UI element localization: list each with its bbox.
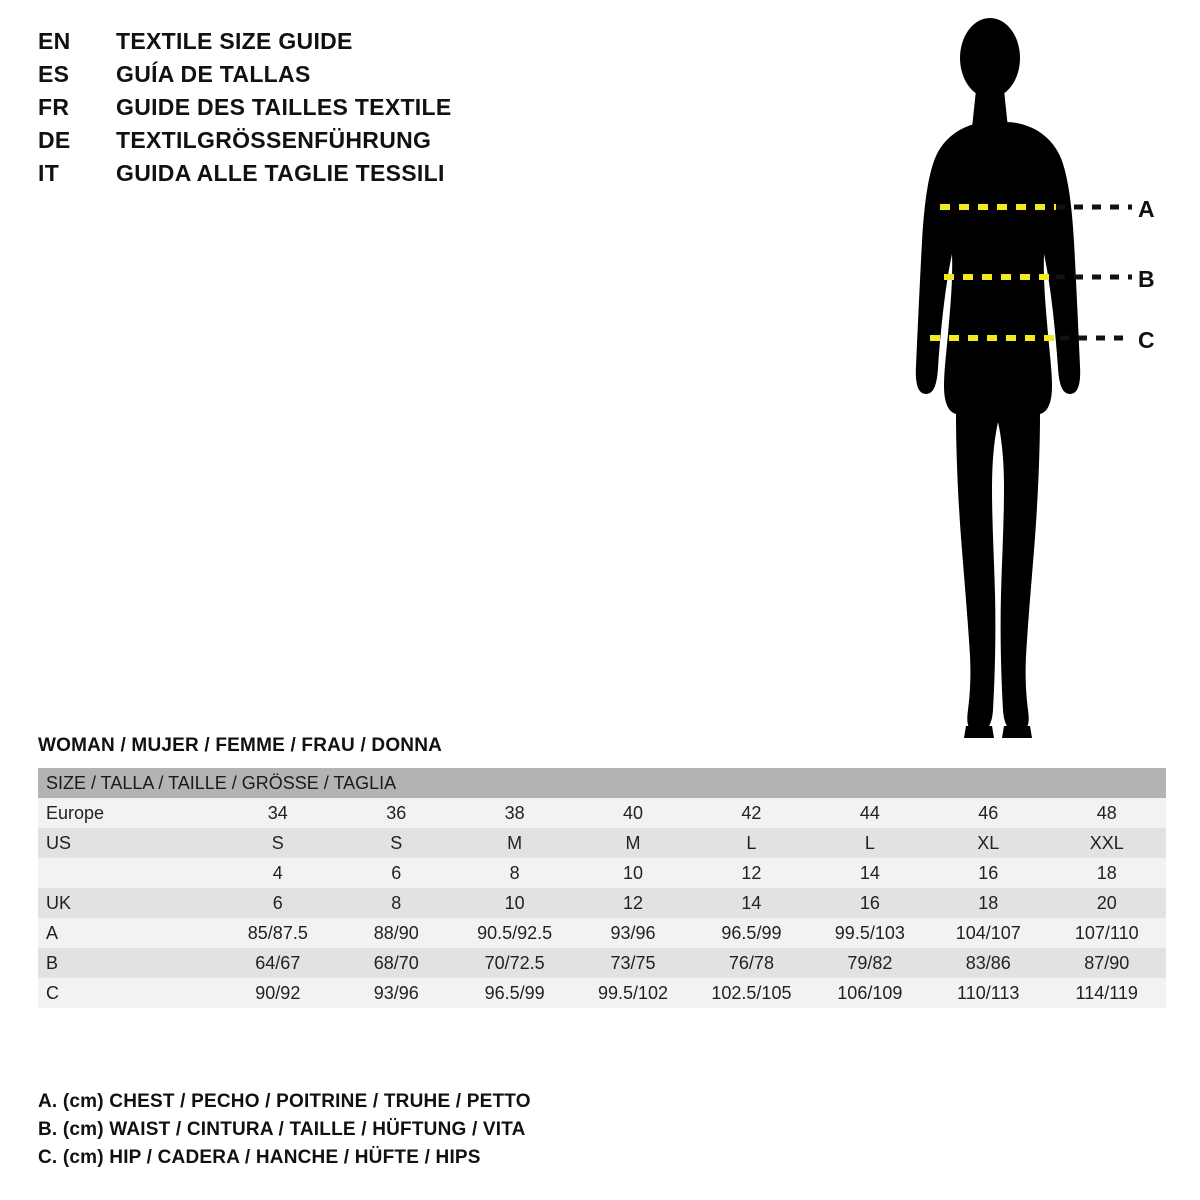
cell: 96.5/99 [484, 983, 545, 1003]
cell: 73/75 [610, 953, 656, 973]
cell: 90/92 [255, 983, 301, 1003]
cell: M [625, 833, 641, 853]
cell: S [271, 833, 284, 853]
measure-label-c: C [1138, 327, 1155, 353]
row-label: Europe [46, 803, 105, 823]
title-text: GUÍA DE TALLAS [116, 61, 311, 87]
cell: 18 [1096, 863, 1117, 883]
cell: 40 [623, 803, 644, 823]
title-row [38, 61, 598, 94]
cell: 8 [391, 893, 402, 913]
cell: M [507, 833, 523, 853]
cell: 16 [978, 863, 999, 883]
cell: 8 [509, 863, 520, 883]
cell: 64/67 [255, 953, 301, 973]
cell: 70/72.5 [484, 953, 545, 973]
title-lang-code: FR [38, 94, 70, 120]
measure-label-a: A [1138, 196, 1155, 222]
title-lang-code: DE [38, 127, 71, 153]
cell: 90.5/92.5 [477, 923, 553, 943]
female-silhouette-icon [860, 10, 1190, 750]
title-text: TEXTILE SIZE GUIDE [116, 28, 353, 54]
cell: 42 [741, 803, 762, 823]
figure-area [860, 10, 1190, 750]
measure-label-b: B [1138, 266, 1155, 292]
cell: XXL [1089, 833, 1124, 853]
cell: 76/78 [728, 953, 774, 973]
title-row [38, 28, 598, 61]
table-row [38, 858, 1166, 888]
cell: 85/87.5 [247, 923, 308, 943]
table-row [38, 828, 1166, 858]
cell: 20 [1096, 893, 1117, 913]
cell: 38 [504, 803, 525, 823]
cell: XL [977, 833, 1000, 853]
cell: 16 [859, 893, 880, 913]
legend-line-c: C. (cm) HIP / CADERA / HANCHE / HÜFTE / HIPS [38, 1147, 481, 1168]
cell: 79/82 [847, 953, 893, 973]
cell: 34 [267, 803, 288, 823]
title-row [38, 94, 598, 127]
cell: 104/107 [955, 923, 1021, 943]
cell: L [746, 833, 757, 853]
cell: 83/86 [965, 953, 1011, 973]
cell: 4 [272, 863, 283, 883]
cell: S [390, 833, 403, 853]
cell: 36 [386, 803, 407, 823]
title-lang-code: ES [38, 61, 70, 87]
cell: 10 [504, 893, 525, 913]
table-row [38, 798, 1166, 828]
table-row [38, 978, 1166, 1008]
row-label [38, 858, 219, 888]
cell: 96.5/99 [721, 923, 782, 943]
title-block [38, 28, 598, 193]
cell: 87/90 [1084, 953, 1130, 973]
title-text: TEXTILGRÖSSENFÜHRUNG [116, 127, 432, 153]
cell: L [864, 833, 875, 853]
cell: 102.5/105 [711, 983, 792, 1003]
title-lang-code: EN [38, 28, 71, 54]
legend [38, 1088, 738, 1172]
cell: 68/70 [373, 953, 419, 973]
cell: 107/110 [1074, 923, 1139, 943]
table-header-row [38, 768, 1166, 798]
cell: 14 [741, 893, 762, 913]
cell: 93/96 [373, 983, 419, 1003]
cell: 88/90 [373, 923, 419, 943]
size-table [38, 768, 1166, 1008]
title-text: GUIDE DES TAILLES TEXTILE [116, 94, 452, 120]
legend-line-b: B. (cm) WAIST / CINTURA / TAILLE / HÜFTUNG / VITA [38, 1119, 526, 1140]
cell: 14 [859, 863, 880, 883]
cell: 93/96 [610, 923, 656, 943]
cell: 6 [272, 893, 283, 913]
table-row [38, 888, 1166, 918]
table-section-label: WOMAN / MUJER / FEMME / FRAU / DONNA [38, 735, 443, 756]
cell: 110/113 [957, 983, 1020, 1003]
cell: 106/109 [837, 983, 903, 1003]
row-label: US [46, 833, 72, 853]
title-row [38, 160, 598, 193]
cell: 99.5/102 [597, 983, 669, 1003]
cell: 114/119 [1075, 983, 1138, 1003]
row-label: B [46, 953, 59, 973]
cell: 48 [1096, 803, 1117, 823]
table-row [38, 918, 1166, 948]
cell: 44 [859, 803, 880, 823]
size-table-section [38, 735, 1166, 1008]
cell: 46 [978, 803, 999, 823]
legend-line-a: A. (cm) CHEST / PECHO / POITRINE / TRUHE / PETTO [38, 1091, 531, 1112]
cell: 10 [623, 863, 644, 883]
cell: 18 [978, 893, 999, 913]
title-row [38, 127, 598, 160]
row-label: UK [46, 893, 72, 913]
cell: 99.5/103 [834, 923, 905, 943]
cell: 12 [623, 893, 644, 913]
title-lang-code: IT [38, 160, 60, 186]
table-header-label: SIZE / TALLA / TAILLE / GRÖSSE / TAGLIA [46, 773, 397, 793]
cell: 6 [391, 863, 402, 883]
row-label: C [46, 983, 59, 1003]
row-label: A [46, 923, 59, 943]
title-text: GUIDA ALLE TAGLIE TESSILI [116, 160, 445, 186]
cell: 12 [741, 863, 762, 883]
table-row [38, 948, 1166, 978]
